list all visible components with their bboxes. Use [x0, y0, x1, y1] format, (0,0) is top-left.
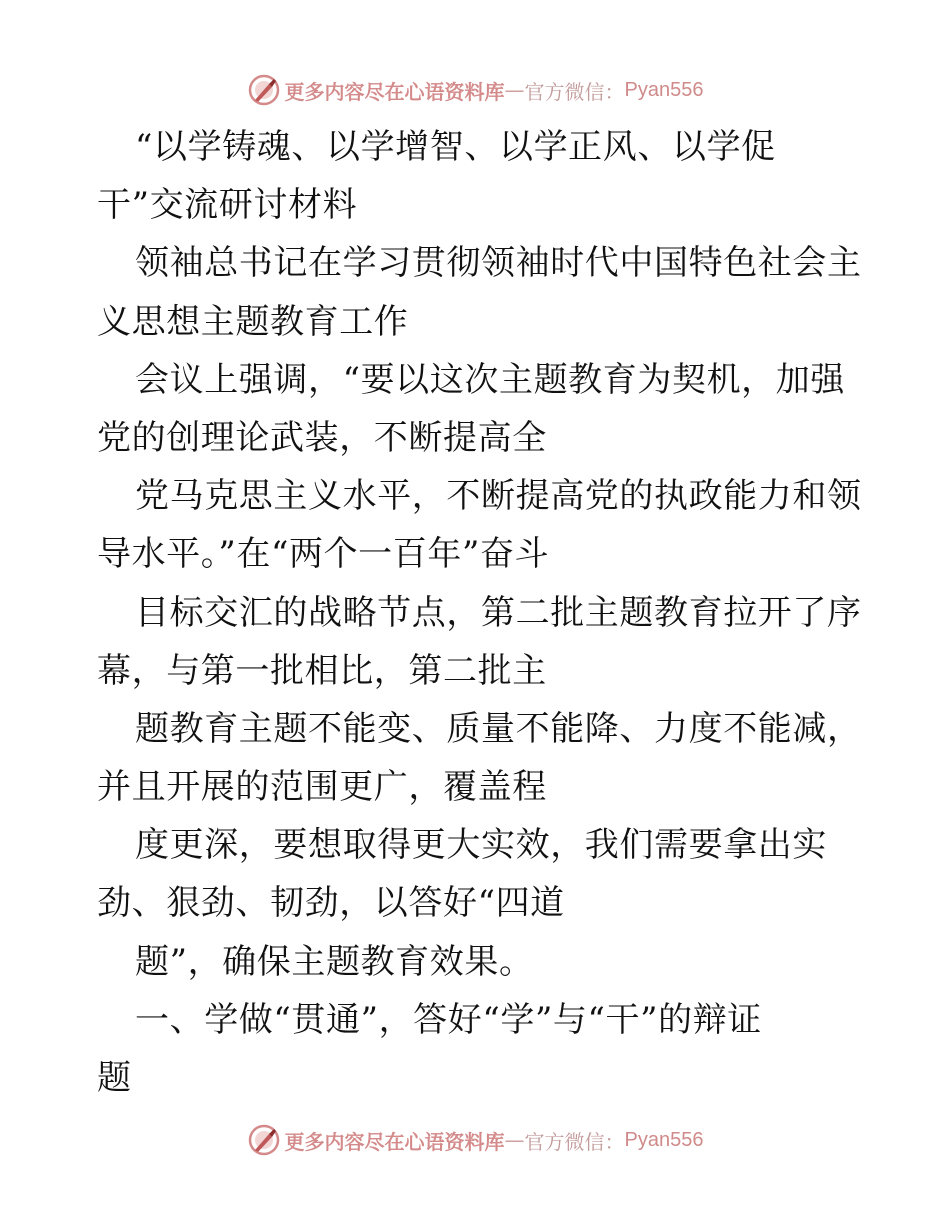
pen-nib-logo-icon [247, 1123, 281, 1157]
text-line: 并且开展的范围更广，覆盖程 [97, 767, 547, 808]
watermark-wechat-label: 官方微信： [524, 79, 625, 104]
watermark-site-text: 更多内容尽在心语资料库 [284, 79, 505, 104]
text-line: 目标交汇的战略节点，第二批主题教育拉开了序 [135, 592, 862, 633]
text-line: 干”交流研讨材料 [97, 185, 358, 226]
text-line: 幕，与第一批相比，第二批主 [97, 650, 547, 691]
section-heading-line: 一、学做“贯通”，答好“学”与“干”的辩证 [135, 999, 762, 1040]
text-line: 党的创理论武装，不断提高全 [97, 417, 547, 458]
text-line: 领袖总书记在学习贯彻领袖时代中国特色社会主 [135, 243, 862, 284]
watermark-separator: — [504, 1128, 525, 1152]
text-line: 劲、狠劲、韧劲，以答好“四道 [97, 883, 565, 924]
watermark-separator: — [504, 78, 525, 102]
watermark-wechat-label: 官方微信： [524, 1129, 625, 1154]
section-heading-line: 题 [97, 1058, 132, 1098]
text-line: 度更深，要想取得更大实效，我们需要拿出实 [135, 825, 827, 866]
text-line: 会议上强调，“要以这次主题教育为契机，加强 [135, 359, 845, 400]
text-line: 党马克思主义水平，不断提高党的执政能力和领 [135, 476, 862, 517]
text-line: 题”，确保主题教育效果。 [135, 941, 534, 982]
document-body [97, 118, 862, 1107]
watermark-wechat-id: Pyan556 [624, 1128, 704, 1151]
text-line: 义思想主题教育工作 [97, 301, 409, 342]
pen-nib-logo-icon [247, 73, 281, 107]
watermark-site-text: 更多内容尽在心语资料库 [284, 1129, 505, 1154]
text-line: 导水平。”在“两个一百年”奋斗 [97, 534, 550, 575]
header-watermark [0, 70, 950, 110]
text-line: 题教育主题不能变、质量不能降、力度不能减， [135, 708, 862, 749]
footer-watermark [0, 1120, 950, 1160]
text-line: “以学铸魂、以学增智、以学正风、以学促 [135, 127, 776, 167]
watermark-wechat-id: Pyan556 [624, 78, 704, 101]
